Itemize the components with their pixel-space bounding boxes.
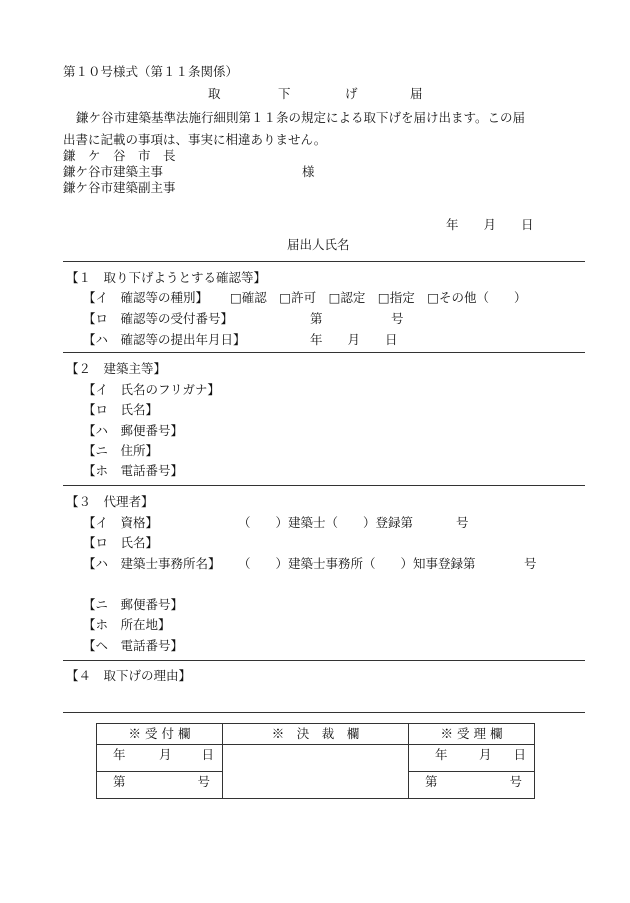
office-name-value: （ ）建築士事務所（ ）知事登録第: [238, 556, 476, 571]
intro-text-line1: 鎌ケ谷市建築基準法施行細則第１１条の規定による取下げを届け出ます。この届: [76, 110, 526, 125]
submission-date-label: 【ハ 確認等の提出年月日】: [83, 332, 246, 347]
date-month: 月: [479, 747, 492, 762]
confirmation-type-label: 【イ 確認等の種別】: [83, 290, 209, 305]
agent-phone-label: 【ヘ 電話番号】: [83, 638, 184, 653]
receipt-number-label: 【ロ 確認等の受付番号】: [83, 311, 234, 326]
agent-qualification-label: 【イ 資格】: [83, 515, 159, 530]
addressee-building-official: 鎌ケ谷市建築主事: [63, 164, 164, 179]
submission-date: 年 月 日: [446, 217, 534, 232]
divider: [63, 261, 585, 262]
agent-qualification-value: （ ）建築士（ ）登録第: [238, 515, 414, 530]
receipt-number-dai: 第: [310, 311, 323, 326]
date-month: 月: [159, 747, 172, 762]
submission-date-value: 年 月 日: [310, 332, 398, 347]
section3-heading: 【３ 代理者】: [66, 494, 154, 509]
agent-location-label: 【ホ 所在地】: [83, 617, 171, 632]
owner-name-label: 【ロ 氏名】: [83, 402, 159, 417]
intro-text-line2: 出書に記載の事項は、事実に相違ありません。: [63, 132, 327, 147]
date-year: 年: [113, 747, 126, 762]
divider: [63, 485, 585, 486]
receipt-number-go: 号: [391, 311, 404, 326]
honorific: 様: [302, 164, 315, 179]
agent-postal-code-label: 【ニ 郵便番号】: [83, 597, 184, 612]
addressee-deputy-official: 鎌ケ谷市建築副主事: [63, 180, 176, 195]
approval-column-header: ※ 決 裁 欄: [223, 724, 409, 745]
section1-heading: 【１ 取り下げようとする確認等】: [66, 270, 267, 285]
applicant-name-label: 届出人氏名: [287, 237, 350, 252]
confirmation-type-options: □確認 □許可 □認定 □指定 □その他（ ）: [230, 290, 527, 305]
office-name-label: 【ハ 建築士事務所名】: [83, 556, 221, 571]
section2-heading: 【２ 建築主等】: [66, 361, 167, 376]
date-year: 年: [435, 747, 448, 762]
divider: [63, 660, 585, 661]
divider: [63, 352, 585, 353]
owner-postal-code-label: 【ハ 郵便番号】: [83, 423, 184, 438]
acceptance-column-header: ※ 受 理 欄: [409, 724, 535, 745]
owner-phone-label: 【ホ 電話番号】: [83, 463, 184, 478]
agent-name-label: 【ロ 氏名】: [83, 535, 159, 550]
title-char: 取: [208, 86, 221, 101]
owner-address-label: 【ニ 住所】: [83, 443, 159, 458]
office-name-go: 号: [524, 556, 537, 571]
office-use-table: [96, 723, 535, 799]
divider: [63, 712, 585, 713]
title-char: 届: [410, 86, 423, 101]
number-go: 号: [509, 774, 522, 789]
title-char: 下: [278, 86, 291, 101]
owner-furigana-label: 【イ 氏名のフリガナ】: [83, 382, 220, 397]
acceptance-date-cell: [409, 745, 535, 772]
date-day: 日: [201, 747, 214, 762]
acceptance-number-cell: [409, 772, 535, 799]
section4-heading: 【４ 取下げの理由】: [66, 668, 192, 683]
date-day: 日: [513, 747, 526, 762]
number-dai: 第: [113, 774, 126, 789]
form-number: 第１０号様式（第１１条関係）: [63, 64, 239, 79]
number-go: 号: [197, 774, 210, 789]
addressee-mayor: 鎌 ケ 谷 市 長: [63, 148, 176, 163]
reception-column-header: ※ 受 付 欄: [97, 724, 223, 745]
approval-cell: [223, 745, 409, 799]
reception-date-cell: [97, 745, 223, 772]
reception-number-cell: [97, 772, 223, 799]
title-char: げ: [345, 86, 358, 101]
agent-qualification-go: 号: [456, 515, 469, 530]
number-dai: 第: [425, 774, 438, 789]
